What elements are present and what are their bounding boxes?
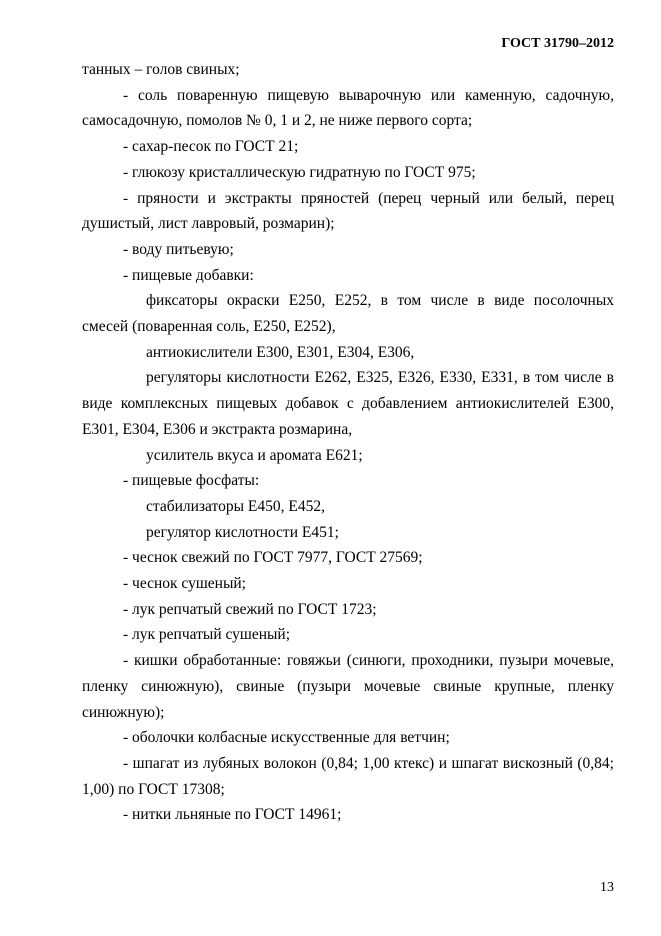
list-item: - чеснок сушеный; bbox=[123, 575, 246, 593]
list-item: - сахар-песок по ГОСТ 21; bbox=[123, 138, 299, 156]
list-item: - лук репчатый сушеный; bbox=[123, 626, 291, 644]
list-item: - нитки льняные по ГОСТ 14961; bbox=[123, 806, 342, 824]
document-header: ГОСТ 31790–2012 bbox=[501, 36, 614, 51]
sub-list-item: фиксаторы окраски Е250, Е252, в том числе в виде посолочных смесей (поваренная соль, Е250, Е252), bbox=[82, 292, 614, 336]
list-item: - кишки обработанные: говяжьи (синюги, проходники, пузыри мочевые, пленку синюжную), свиные (пузыри мочевые свиные крупные, пленку синюжную); bbox=[82, 652, 614, 721]
sub-list-item: стабилизаторы Е450, Е452, bbox=[146, 497, 325, 515]
sub-list-item: антиокислители Е300, Е301, Е304, Е306, bbox=[146, 343, 415, 361]
sub-list-item: регулятор кислотности Е451; bbox=[146, 523, 339, 541]
sub-list-item: усилитель вкуса и аромата Е621; bbox=[146, 446, 363, 464]
document-body bbox=[82, 57, 614, 828]
list-item: - соль поваренную пищевую выварочную или каменную, садочную, самосадочную, помолов № 0, 1 и 2, не ниже первого сорта; bbox=[82, 86, 614, 130]
list-item: - лук репчатый свежий по ГОСТ 1723; bbox=[123, 600, 377, 618]
list-item: - глюкозу кристаллическую гидратную по ГОСТ 975; bbox=[123, 163, 476, 181]
list-item: - воду питьевую; bbox=[123, 240, 234, 258]
sub-list-item: регуляторы кислотности Е262, Е325, Е326, Е330, Е331, в том числе в виде комплексных пищевых добавок с добавлением антиокислителей Е300, Е301, Е304, Е306 и экстракта розмарина, bbox=[82, 369, 614, 438]
paragraph: танных – голов свиных; bbox=[82, 61, 240, 78]
list-item: - пряности и экстракты пряностей (перец черный или белый, перец душистый, лист лавровый, розмарин); bbox=[82, 189, 614, 233]
list-item: - оболочки колбасные искусственные для ветчин; bbox=[123, 729, 450, 747]
page-number: 13 bbox=[600, 880, 614, 895]
list-item: - пищевые добавки: bbox=[123, 266, 254, 284]
list-item: - пищевые фосфаты: bbox=[123, 472, 260, 490]
list-item: - чеснок свежий по ГОСТ 7977, ГОСТ 27569; bbox=[123, 549, 423, 567]
list-item: - шпагат из лубяных волокон (0,84; 1,00 ктекс) и шпагат вискозный (0,84; 1,00) по ГОСТ 17308; bbox=[82, 754, 614, 798]
